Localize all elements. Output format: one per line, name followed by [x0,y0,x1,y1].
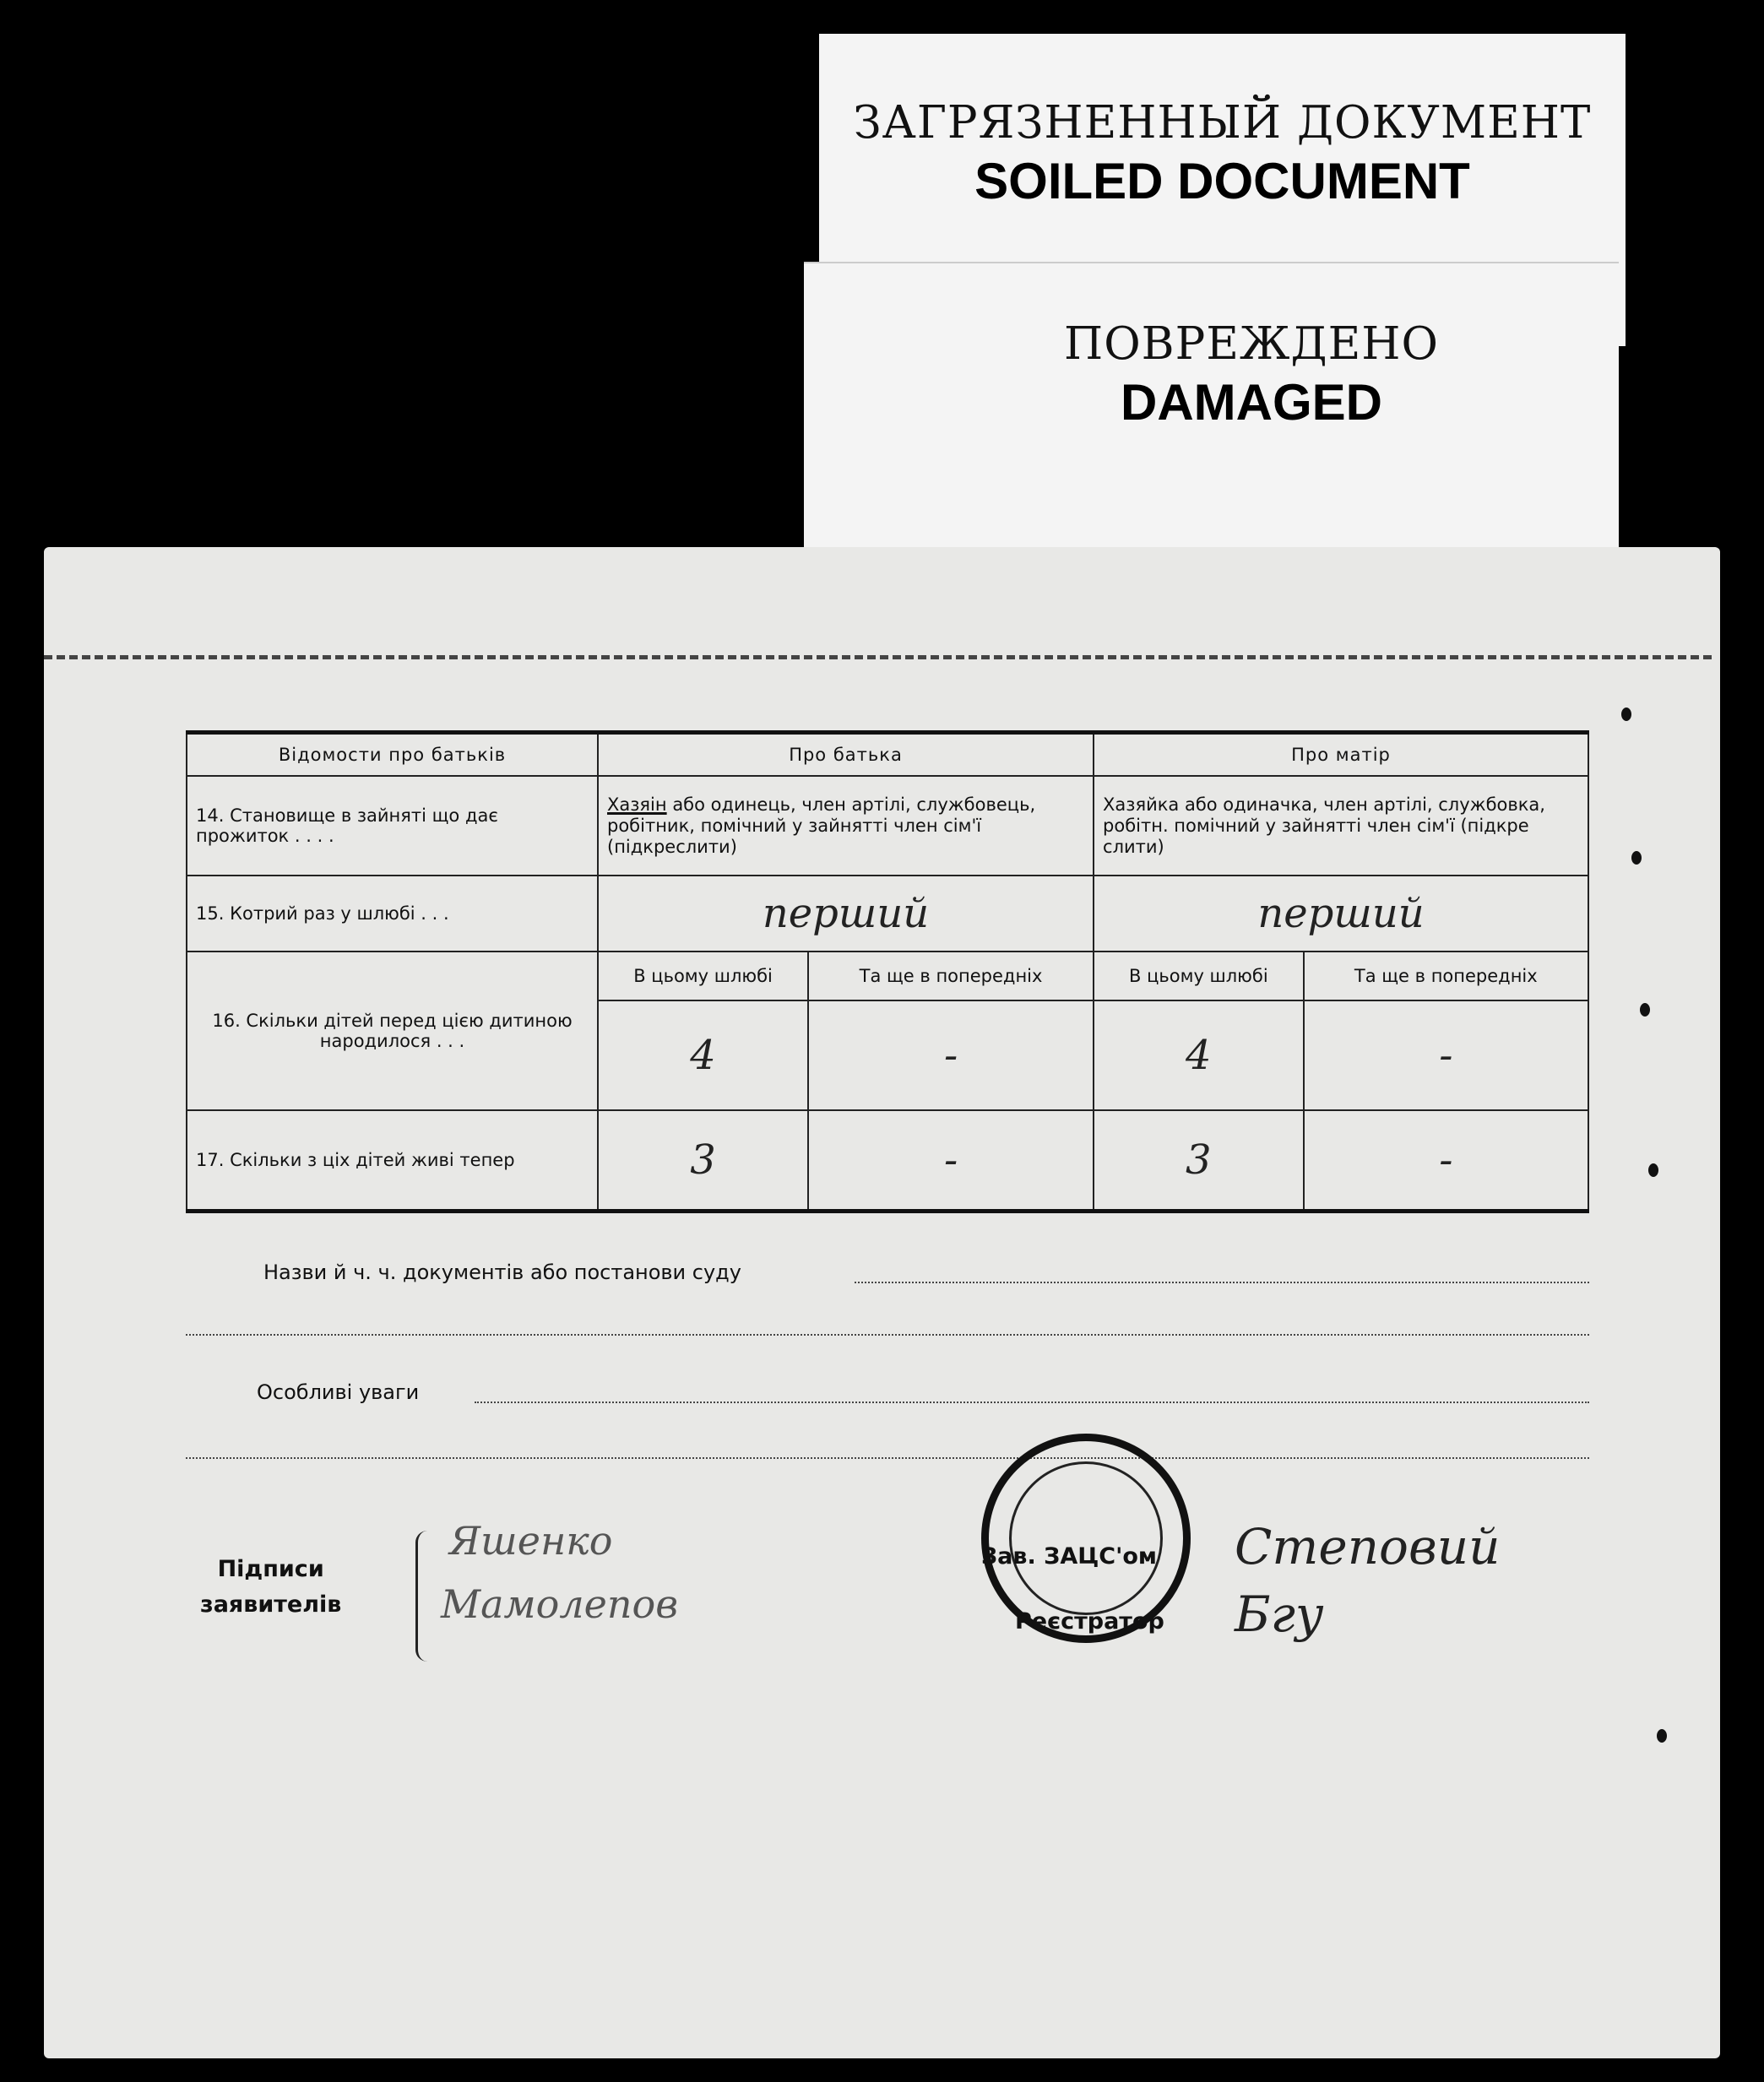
mother-children-born-prev: - [1304,1000,1588,1110]
header-parents-info: Відомости про батьків [187,733,598,777]
damaged-document-label [804,262,1619,550]
applicant-signature-1: Яшенко [449,1518,613,1564]
documents-line [855,1282,1589,1283]
remarks-label: Особливі уваги [257,1380,420,1404]
signatures-label-line1: Підписи [217,1556,324,1582]
signatures-brace [415,1531,432,1662]
question-16: 16. Скільки дітей перед цією дитиною народилося . . . [187,952,598,1110]
binding-hole [1631,851,1642,865]
document-page [44,547,1720,2058]
binding-hole [1657,1729,1667,1743]
documents-label: Назви й ч. ч. документів або постанови суду [263,1261,741,1284]
father-children-alive-this: 3 [598,1110,808,1212]
table-row [187,776,1588,876]
father-children-alive-prev: - [808,1110,1094,1212]
registrar-signature: Бгу [1235,1586,1324,1643]
damaged-label-en: DAMAGED [1121,374,1382,431]
signatures-label-line2: заявителів [200,1591,342,1618]
damaged-label-ru: ПОВРЕЖДЕНО [1064,318,1439,370]
registrar-label: Реєстратор [1015,1608,1164,1635]
subheader-father-this: В цьому шлюбі [598,952,808,1000]
parents-info-table [186,730,1589,1213]
father-occupation-text: або одинець, член артілі, службовець, робітник, помічний у зайнятті член сім'ї (підкреслити) [607,794,1036,857]
applicants-signatures-label [200,1552,341,1623]
header-father: Про батька [598,733,1094,777]
table-subheader-row [187,952,1588,1000]
binding-hole [1640,1003,1650,1017]
question-17: 17. Скільки з ціх дітей живі тепер [187,1110,598,1212]
header-mother: Про матір [1094,733,1588,777]
father-occupation-options [598,776,1094,876]
soiled-label-en: SOILED DOCUMENT [974,153,1470,209]
father-occupation-underlined: Хазяін [607,794,667,815]
head-of-registry-label: Зав. ЗАЦС'ом [981,1543,1157,1570]
table-header-row [187,733,1588,777]
father-children-born-prev: - [808,1000,1094,1110]
head-signature: Степовий [1235,1518,1501,1575]
mother-marriage-count: перший [1094,876,1588,952]
mother-children-born-this: 4 [1094,1000,1304,1110]
perforation-line [44,655,1712,659]
question-15: 15. Котрий раз у шлюбі . . . [187,876,598,952]
binding-hole [1621,708,1631,721]
binding-hole [1648,1163,1658,1177]
father-marriage-count: перший [598,876,1094,952]
mother-children-alive-this: 3 [1094,1110,1304,1212]
soiled-label-ru: ЗАГРЯЗНЕННЫЙ ДОКУМЕНТ [853,97,1592,149]
mother-occupation-options: Хазяйка або одиначка, член артілі, службовка, робітн. помічний у зайнятті член сім'ї (підкре слити) [1094,776,1588,876]
table-row [187,1110,1588,1212]
table-row [187,876,1588,952]
subheader-mother-prev: Та ще в попередніх [1304,952,1588,1000]
documents-line-2 [186,1334,1589,1336]
stamp-inner-ring [1009,1461,1163,1615]
applicant-signature-2: Мамолепов [441,1581,678,1627]
subheader-mother-this: В цьому шлюбі [1094,952,1304,1000]
question-14: 14. Становище в зайняті що дає прожиток . . . . [187,776,598,876]
subheader-father-prev: Та ще в попередніх [808,952,1094,1000]
remarks-line-2 [186,1457,1589,1459]
mother-children-alive-prev: - [1304,1110,1588,1212]
remarks-line [475,1402,1589,1403]
father-children-born-this: 4 [598,1000,808,1110]
